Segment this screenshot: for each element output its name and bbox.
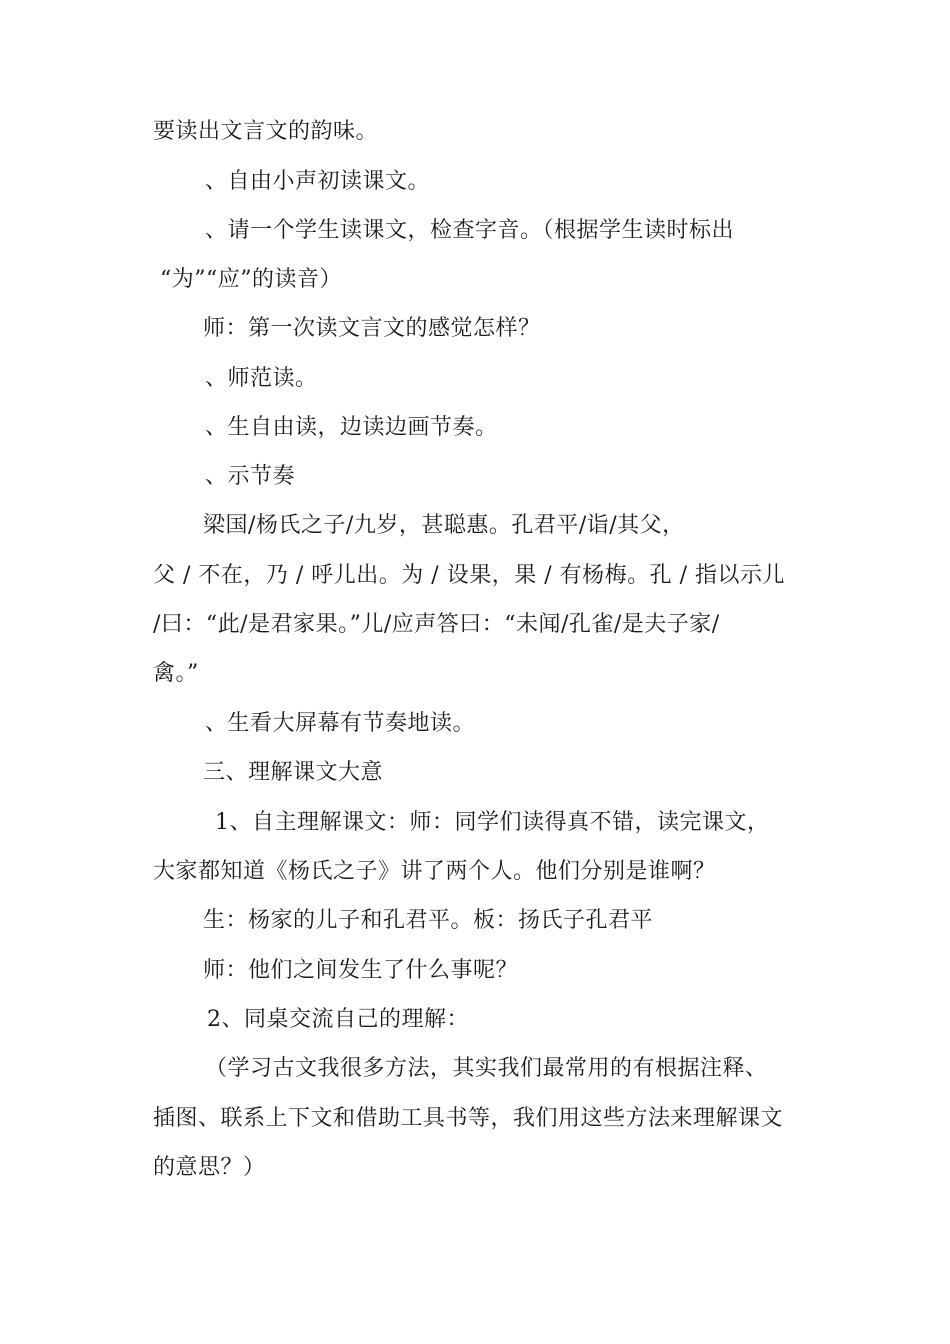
text-line: 要读出文言文的韵味。 bbox=[153, 119, 379, 144]
text-line: 父 / 不在，乃 / 呼儿出。为 / 设果，果 / 有杨梅。孔 / 指以示儿 bbox=[153, 563, 785, 588]
text-line: 、生看大屏幕有节奏地读。 bbox=[205, 711, 476, 736]
text-line: 禽。” bbox=[153, 661, 199, 686]
text-line: 、师范读。 bbox=[205, 366, 318, 391]
text-line: 三、理解课文大意 bbox=[203, 760, 384, 785]
text-line: “为”“应”的读音） bbox=[160, 267, 342, 292]
text-line: 师：第一次读文言文的感觉怎样？ bbox=[203, 316, 541, 341]
text-line: 生：杨家的儿子和孔君平。板：扬氏子孔君平 bbox=[203, 908, 654, 933]
text-line: 、生自由读，边读边画节奏。 bbox=[205, 415, 498, 440]
text-line: （学习古文我很多方法，其实我们最常用的有根据注释、 bbox=[205, 1056, 768, 1081]
text-line: 、示节奏 bbox=[205, 464, 296, 489]
text-line: /曰：“此/是君家果。”儿/应声答曰：“未闻/孔雀/是夫子家/ bbox=[153, 612, 720, 637]
text-line: 的意思？） bbox=[153, 1155, 266, 1180]
text-line: 师：他们之间发生了什么事呢？ bbox=[203, 958, 519, 983]
text-line: 1、自主理解课文：师：同学们读得真不错，读完课文， bbox=[215, 810, 770, 835]
text-line: 梁国/杨氏之子/九岁，甚聪惠。孔君平/诣/其父， bbox=[203, 513, 685, 538]
text-line: 、请一个学生读课文，检查字音。（根据学生读时标出 bbox=[205, 218, 735, 243]
text-line: 插图、联系上下文和借助工具书等，我们用这些方法来理解课文 bbox=[153, 1106, 784, 1131]
text-line: 、自由小声初读课文。 bbox=[205, 169, 431, 194]
text-line: 大家都知道《杨氏之子》讲了两个人。他们分别是谁啊？ bbox=[153, 859, 716, 884]
text-line: 2、同桌交流自己的理解： bbox=[207, 1007, 469, 1032]
